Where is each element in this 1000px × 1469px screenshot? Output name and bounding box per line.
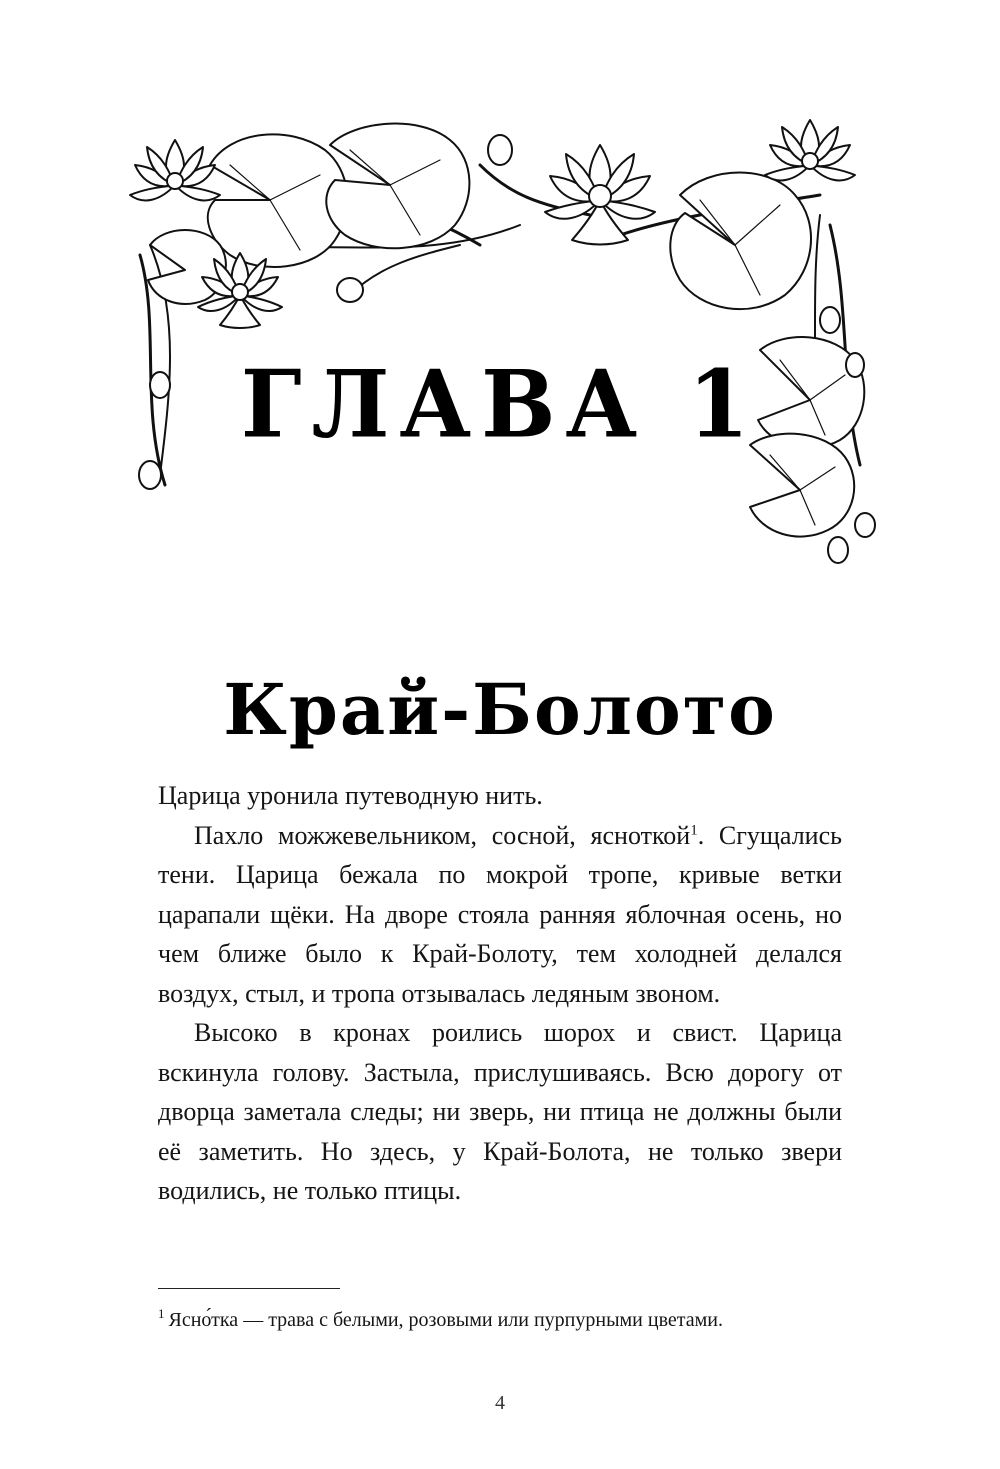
footnote-reference[interactable]: 1 (690, 821, 698, 838)
water-lily-ornament (120, 105, 880, 575)
body-text (158, 776, 842, 1211)
paragraph-2-end: . Сгущались тени. Царица бежала по мокрой тропе, кривые ветки царапали щёки. На дворе стояла ранняя яблочная осень, но чем ближе было к Край-Болоту, тем холодней делался воздух, стыл, и тропа отзывалась ледяным звоном. (158, 820, 842, 1008)
chapter-heading: ГЛАВА 1 (240, 349, 760, 459)
paragraph-3: Высоко в кронах роились шорох и свист. Царица вскинула голову. Застыла, прислушиваясь. Всю дорогу от дворца заметала следы; ни зверь, ни птица не должны были её заметить. Но здесь, у Край-Болота, не только звери водились, не только птицы. (158, 1018, 842, 1205)
footnote-divider (158, 1288, 340, 1289)
footnote-number: 1 (158, 1306, 165, 1322)
paragraph-2-start: Пахло можжевельником, сосной, ясноткой (194, 820, 691, 850)
chapter-title: Край-Болото (223, 668, 777, 751)
footnote-text: Ясно́тка — трава с белыми, розовыми или пурпурными цветами. (168, 1309, 723, 1331)
footnote (158, 1306, 858, 1334)
paragraph-1: Царица уронила путеводную нить. (158, 781, 543, 810)
paragraph-2 (158, 816, 842, 1014)
page-number: 4 (495, 1392, 505, 1414)
